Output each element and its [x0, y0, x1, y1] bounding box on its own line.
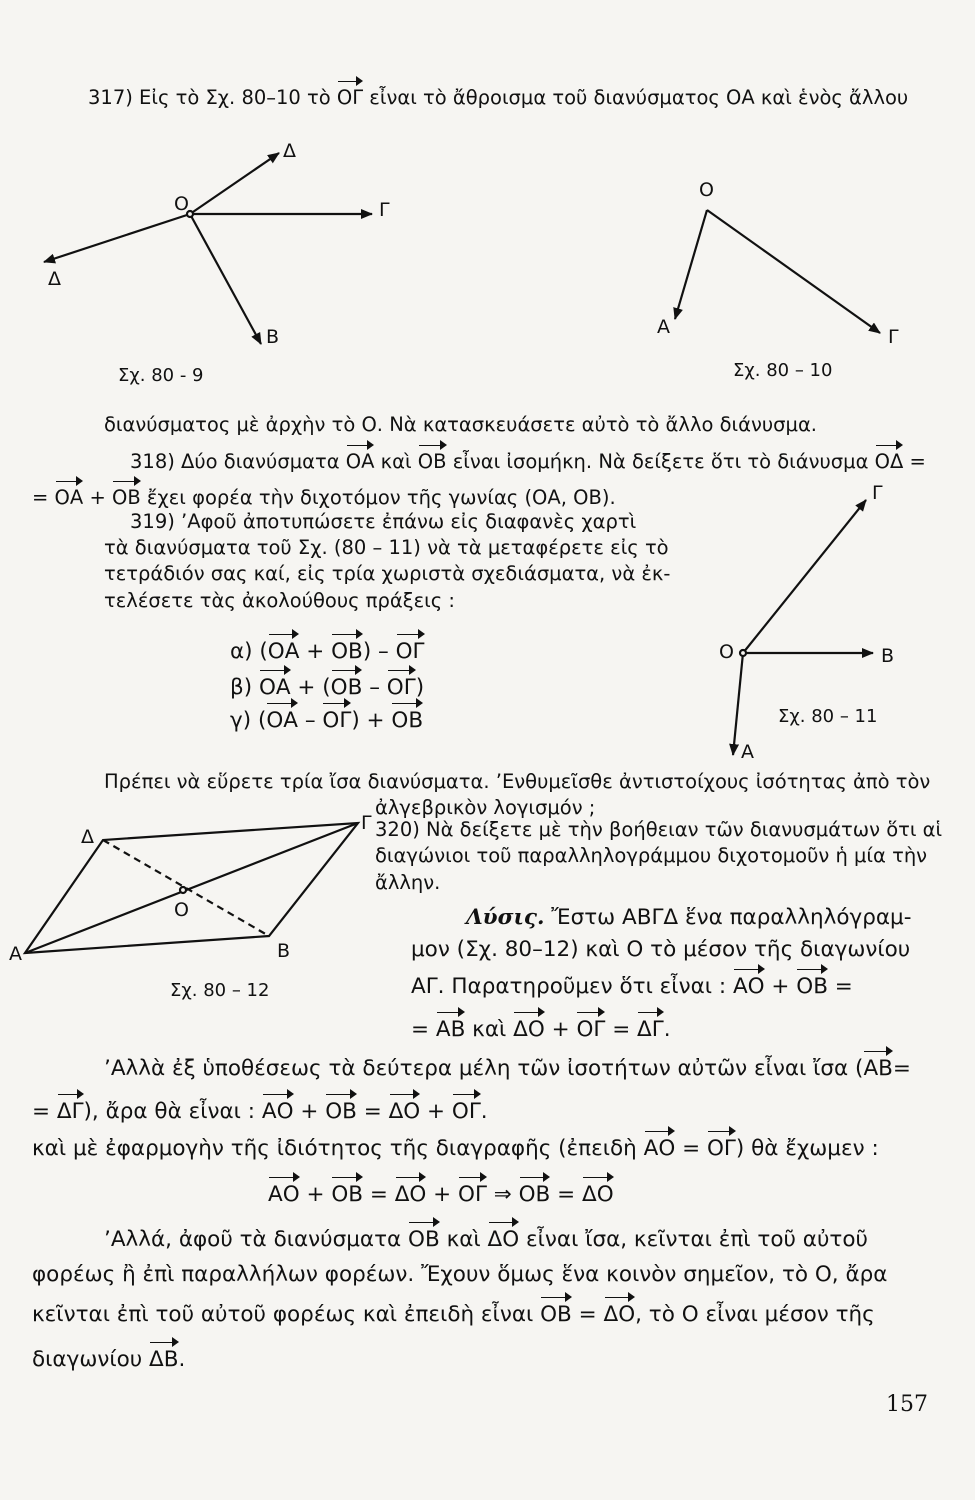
solution-line-7: καὶ μὲ ἐφαρμογὴν τῆς ἰδιότητος τῆς διαγραφῆς (ἐπειδὴ ΑΟ = ΟΓ) θὰ ἔχωμεν :	[32, 1136, 879, 1161]
vector-OD-top	[190, 153, 279, 214]
vector-OA	[733, 653, 743, 755]
fig9-caption: Σχ. 80 - 9	[118, 365, 204, 386]
fig12-label-A: A	[9, 943, 22, 965]
exercise-319-item-b: β) ΟΑ + (ΟΒ – ΟΓ)	[230, 675, 425, 700]
vector-OG	[707, 210, 880, 333]
exercise-317-line-2: διανύσματος μὲ ἀρχὴν τὸ Ο. Νὰ κατασκευάσετε αὐτὸ τὸ ἄλλο διάνυσμα.	[104, 413, 817, 436]
fig12-label-G: Γ	[361, 812, 372, 834]
fig12-label-B: B	[277, 940, 291, 962]
fig11-label-O: O	[719, 641, 734, 663]
fig10-label-O: O	[699, 179, 714, 201]
exercise-319-line-2: τὰ διανύσματα τοῦ Σχ. (80 – 11) νὰ τὰ μεταφέρετε εἰς τὸ	[104, 536, 669, 559]
exercise-319-item-a: α) (ΟΑ + ΟΒ) – ΟΓ	[230, 639, 425, 664]
exercise-319-line-6: ἀλγεβρικὸν λογισμόν ;	[375, 796, 596, 819]
fig11-caption: Σχ. 80 – 11	[778, 706, 878, 727]
solution-line-2: μον (Σχ. 80–12) καὶ Ο τὸ μέσον τῆς διαγωνίου	[411, 937, 911, 962]
solution-line-9: ’Αλλά, ἀφοῦ τὰ διανύσματα ΟΒ καὶ ΔΟ εἶναι ἴσα, κεῖνται ἐπὶ τοῦ αὐτοῦ	[104, 1227, 868, 1252]
fig11-label-B: B	[881, 645, 895, 667]
fig12-label-D: Δ	[81, 826, 94, 848]
solution-line-8: ΑΟ + ΟΒ = ΔΟ + ΟΓ ⇒ ΟΒ = ΔΟ	[268, 1182, 614, 1207]
fig9-label-G: Γ	[379, 199, 390, 221]
fig9-label-D-top: Δ	[283, 140, 296, 162]
fig12-label-O: O	[174, 899, 189, 921]
vector-OG	[743, 500, 866, 653]
exercise-320-line-2: διαγώνιοι τοῦ παραλληλογράμμου διχοτομοῦν ἡ μία τὴν	[375, 844, 928, 867]
solution-line-5: ’Αλλὰ ἐξ ὑποθέσεως τὰ δεύτερα μέλη τῶν ἰσοτήτων αὐτῶν εἶναι ἴσα (ΑΒ=	[104, 1056, 911, 1081]
vector-OB	[190, 214, 261, 344]
figure-80-12	[25, 823, 358, 953]
exercise-317-line-1: 317) Εἰς τὸ Σχ. 80–10 τὸ ΟΓ εἶναι τὸ ἄθροισμα τοῦ διανύσματος ΟΑ καὶ ἑνὸς ἄλλου	[88, 86, 909, 109]
exercise-319-line-5: Πρέπει νὰ εὕρετε τρία ἴσα διανύσματα. ’Ενθυμεῖσθε ἀντιστοίχους ἰσότητας ἀπὸ τὸν	[104, 770, 931, 793]
fig12-caption: Σχ. 80 – 12	[170, 980, 270, 1001]
exercise-319-item-g: γ) (ΟΑ – ΟΓ) + ΟΒ	[230, 708, 424, 733]
exercise-319-line-1: 319) ’Αφοῦ ἀποτυπώσετε ἐπάνω εἰς διαφανὲς χαρτὶ	[130, 510, 637, 533]
exercise-320-line-1: 320) Νὰ δείξετε μὲ τὴν βοήθειαν τῶν διανυσμάτων ὅτι αἱ	[375, 818, 943, 841]
fig9-label-D-left: Δ	[48, 268, 61, 290]
exercise-319-line-3: τετράδιόν σας καί, εἰς τρία χωριστὰ σχεδιάσματα, νὰ ἐκ-	[104, 562, 671, 585]
solution-line-1: Λύσις. Ἔστω ΑΒΓΔ ἕνα παραλληλόγραμ-	[466, 905, 912, 930]
vector-OD-left	[44, 214, 190, 262]
solution-line-3: ΑΓ. Παρατηροῦμεν ὅτι εἶναι : ΑΟ + ΟΒ =	[411, 974, 853, 999]
figure-80-9	[44, 153, 372, 344]
solution-line-11: κεῖνται ἐπὶ τοῦ αὐτοῦ φορέως καὶ ἐπειδὴ εἶναι ΟΒ = ΔΟ, τὸ Ο εἶναι μέσον τῆς	[32, 1302, 875, 1327]
exercise-318-line-1: 318) Δύο διανύσματα ΟΑ καὶ ΟΒ εἶναι ἰσομήκη. Νὰ δείξετε ὅτι τὸ διάνυσμα ΟΔ =	[130, 450, 926, 473]
page-number: 157	[886, 1392, 928, 1417]
fig10-label-G: Γ	[888, 326, 899, 348]
solution-line-6: = ΔΓ), ἄρα θὰ εἶναι : ΑΟ + ΟΒ = ΔΟ + ΟΓ.	[32, 1099, 488, 1124]
fig9-label-O: O	[174, 193, 189, 215]
solution-line-10: φορέως ἢ ἐπὶ παραλλήλων φορέων. Ἔχουν ὅμως ἕνα κοινὸν σημεῖον, τὸ Ο, ἄρα	[32, 1262, 888, 1287]
origin-point	[740, 650, 746, 656]
exercise-320-line-3: ἄλλην.	[375, 871, 441, 894]
fig11-label-A: A	[741, 741, 754, 763]
exercise-319-line-4: τελέσετε τὰς ἀκολούθους πράξεις :	[104, 589, 455, 612]
fig10-caption: Σχ. 80 – 10	[733, 360, 833, 381]
solution-line-4: = ΑΒ καὶ ΔΟ + ΟΓ = ΔΓ.	[411, 1017, 671, 1042]
fig9-label-B: B	[266, 326, 280, 348]
figure-80-10	[675, 210, 880, 333]
solution-line-12: διαγωνίου ΔΒ.	[32, 1347, 186, 1372]
fig10-label-A: A	[657, 316, 670, 338]
fig11-label-G: Γ	[872, 482, 883, 504]
exercise-318-line-2: = ΟΑ + ΟΒ ἔχει φορέα τὴν διχοτόμον τῆς γωνίας (ΟΑ, ΟΒ).	[32, 486, 616, 509]
center-point-O	[180, 887, 186, 893]
vector-OA	[675, 210, 707, 319]
